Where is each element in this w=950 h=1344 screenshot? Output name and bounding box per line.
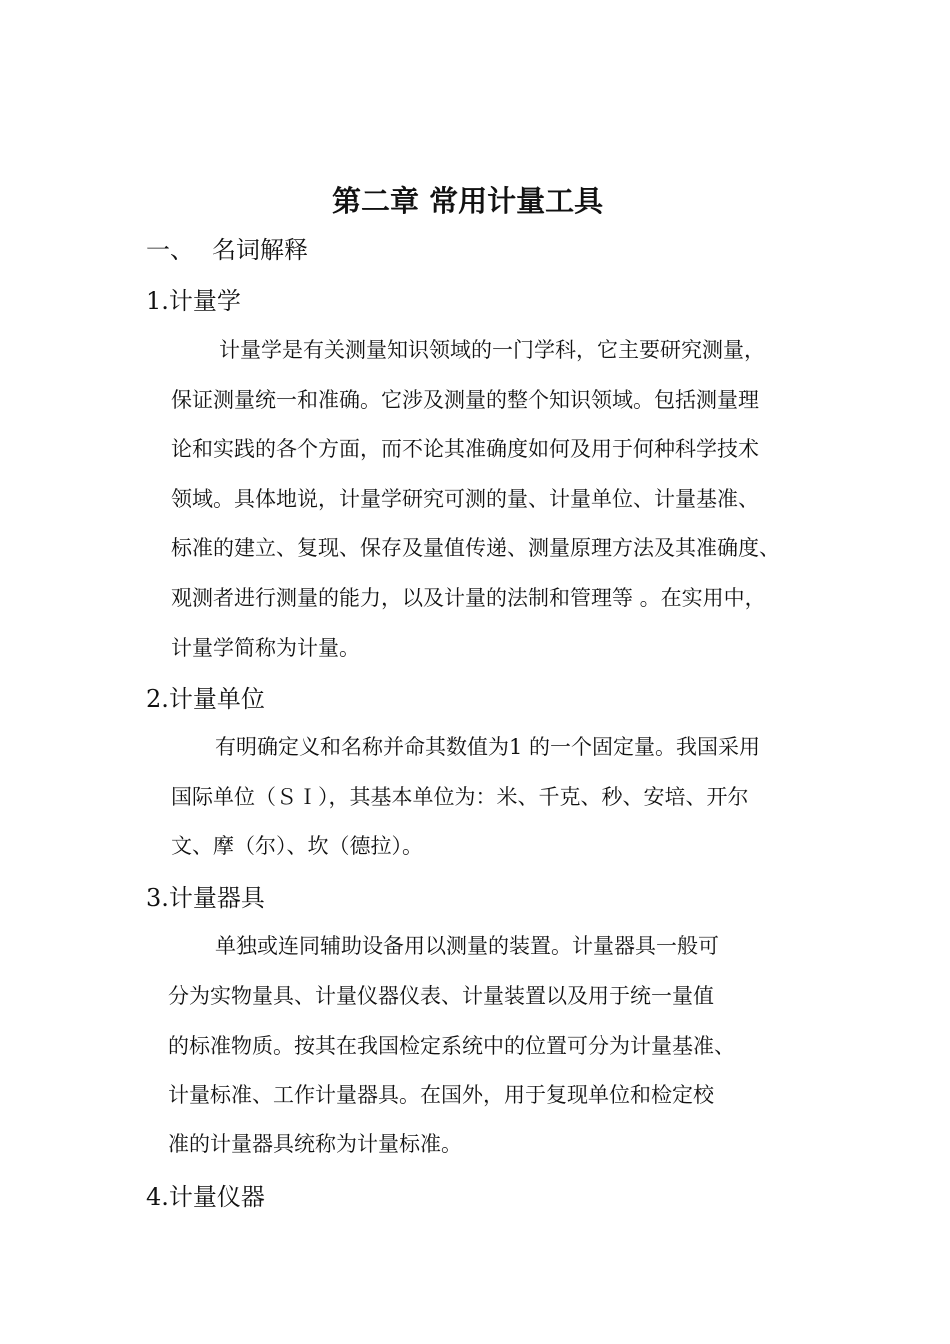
paragraph-line: 计量学简称为计量。	[171, 636, 360, 660]
paragraph-line: 文、摩（尔）、坎（德拉）。	[171, 834, 423, 858]
term-heading-instrument: 3.计量器具	[146, 884, 265, 912]
term-heading-meter: 4.计量仪器	[146, 1183, 265, 1211]
paragraph-line: 单独或连同辅助设备用以测量的装置。计量器具一般可	[215, 934, 719, 958]
paragraph-line: 标准的建立、复现、保存及量值传递、测量原理方法及其准确度、	[171, 536, 780, 560]
paragraph-line: 的标准物质。按其在我国检定系统中的位置可分为计量基准、	[168, 1034, 735, 1058]
paragraph-line: 分为实物量具、计量仪器仪表、计量装置以及用于统一量值	[168, 984, 714, 1008]
term-heading-metrology: 1.计量学	[146, 287, 241, 315]
paragraph-line: 计量学是有关测量知识领域的一门学科，它主要研究测量，	[219, 338, 765, 362]
paragraph-line: 观测者进行测量的能力，以及计量的法制和管理等 。在实用中，	[171, 586, 766, 610]
section-number: 一、	[146, 236, 194, 264]
paragraph-line: 国际单位（ＳＩ），其基本单位为：米、千克、秒、安培、开尔	[171, 785, 749, 809]
paragraph-line: 准的计量器具统称为计量标准。	[168, 1132, 462, 1156]
paragraph-line: 有明确定义和名称并命其数值为1 的一个固定量。我国采用	[215, 735, 761, 759]
section-heading: 名词解释	[212, 236, 308, 264]
paragraph-line: 保证测量统一和准确。它涉及测量的整个知识领域。包括测量理	[171, 388, 759, 412]
term-heading-unit: 2.计量单位	[146, 685, 265, 713]
paragraph-line: 论和实践的各个方面，而不论其准确度如何及用于何种科学技术	[171, 437, 759, 461]
paragraph-line: 计量标准、工作计量器具。在国外，用于复现单位和检定校	[168, 1083, 714, 1107]
paragraph-line: 领域。具体地说，计量学研究可测的量、计量单位、计量基准、	[171, 487, 759, 511]
chapter-title: 第二章 常用计量工具	[332, 184, 604, 218]
